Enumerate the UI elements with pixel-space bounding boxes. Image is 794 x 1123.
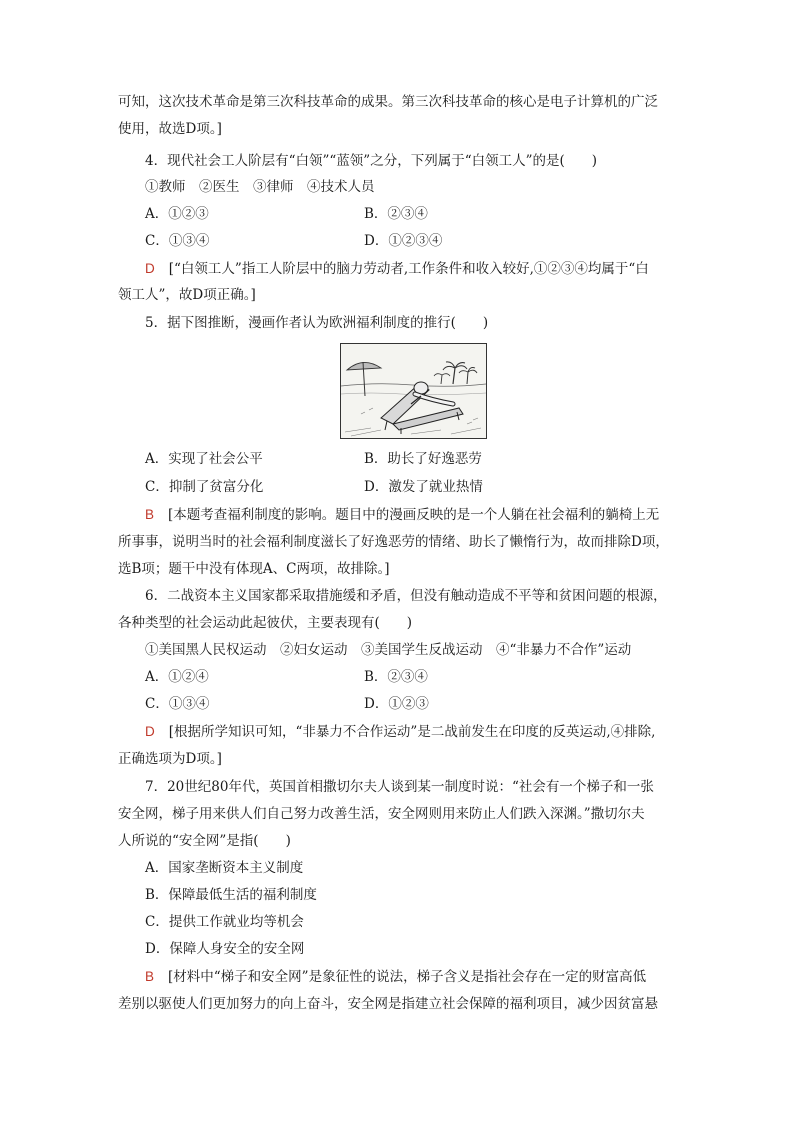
question-6-option-d: D．①②③	[364, 696, 429, 712]
question-7-answer	[145, 967, 646, 987]
question-6-stem-cont: 各种类型的社会运动此起彼伏，主要表现有( )	[118, 615, 413, 631]
text-line: 使用，故选D项。]	[118, 121, 222, 137]
question-6-option-c: C．①③④	[145, 696, 210, 712]
question-5-answer-cont: 所事事，说明当时的社会福利制度滋长了好逸恶劳的情绪、助长了懒惰行为，故而排除D项，	[118, 534, 669, 550]
question-4-option-d: D．①②③④	[364, 233, 443, 249]
answer-explanation: [本题考查福利制度的影响。题目中的漫画反映的是一个人躺在社会福利的躺椅上无	[168, 507, 660, 523]
answer-explanation: [根据所学知识可知，“非暴力不合作运动”是二战前发生在印度的反英运动,④排除,	[168, 724, 656, 740]
question-7-option-d: D．保障人身安全的安全网	[145, 941, 305, 957]
answer-letter: B	[145, 507, 155, 522]
question-4-option-a: A．①②③	[145, 206, 209, 222]
question-4-option-b: B．②③④	[364, 206, 428, 222]
question-6-stem: 6．二战资本主义国家都采取措施缓和矛盾，但没有触动造成不平等和贫困问题的根源，	[145, 588, 667, 604]
question-7-option-a: A．国家垄断资本主义制度	[145, 860, 304, 876]
question-6-answer-cont: 正确选项为D项。]	[118, 751, 222, 767]
answer-explanation: [材料中“梯子和安全网”是象征性的说法，梯子含义是指社会存在一定的财富高低	[168, 969, 647, 985]
cartoon-drawing	[341, 344, 486, 438]
question-4-option-c: C．①③④	[145, 233, 210, 249]
question-5-option-a: A．实现了社会公平	[145, 451, 263, 467]
answer-letter: D	[145, 724, 155, 739]
question-7-option-b: B．保障最低生活的福利制度	[145, 887, 317, 903]
question-6-option-b: B．②③④	[364, 669, 428, 685]
question-6-answer	[145, 722, 655, 742]
answer-explanation: [“白领工人”指工人阶层中的脑力劳动者,工作条件和收入较好,①②③④均属于“白	[168, 261, 649, 277]
question-5-answer	[145, 505, 659, 525]
question-7-stem-cont: 人所说的“安全网”是指( )	[118, 833, 291, 849]
question-5-option-c: C．抑制了贫富分化	[145, 479, 264, 495]
question-5-answer-cont: 选B项；题干中没有体现A、C两项，故排除。]	[118, 561, 390, 577]
question-7-stem-cont: 安全网，梯子用来供人们自己努力改善生活，安全网则用来防止人们跌入深渊。”撒切尔夫	[118, 806, 645, 822]
question-4-answer	[145, 259, 649, 279]
question-4-items: ①教师 ②医生 ③律师 ④技术人员	[145, 179, 375, 195]
question-5-option-b: B．助长了好逸恶劳	[364, 451, 482, 467]
question-7-stem: 7．20世纪80年代，英国首相撒切尔夫人谈到某一制度时说：“社会有一个梯子和一张	[145, 779, 654, 795]
answer-letter: D	[145, 261, 155, 276]
question-7-answer-cont: 差别以驱使人们更加努力的向上奋斗，安全网是指建立社会保障的福利项目，减少因贫富悬	[118, 996, 658, 1012]
text-line: 可知，这次技术革命是第三次科技革命的成果。第三次科技革命的核心是电子计算机的广泛	[118, 94, 658, 110]
cartoon-image	[340, 343, 487, 439]
answer-letter: B	[145, 969, 155, 984]
question-4-answer-cont: 领工人”，故D项正确。]	[118, 287, 256, 303]
question-7-option-c: C．提供工作就业均等机会	[145, 914, 304, 930]
question-5-option-d: D．激发了就业热情	[364, 479, 483, 495]
question-5-stem: 5．据下图推断，漫画作者认为欧洲福利制度的推行( )	[145, 315, 489, 331]
question-6-items: ①美国黑人民权运动 ②妇女运动 ③美国学生反战运动 ④“非暴力不合作”运动	[145, 642, 632, 658]
question-6-option-a: A．①②④	[145, 669, 209, 685]
question-4-stem: 4．现代社会工人阶层有“白领”“蓝领”之分，下列属于“白领工人”的是( )	[145, 153, 598, 169]
